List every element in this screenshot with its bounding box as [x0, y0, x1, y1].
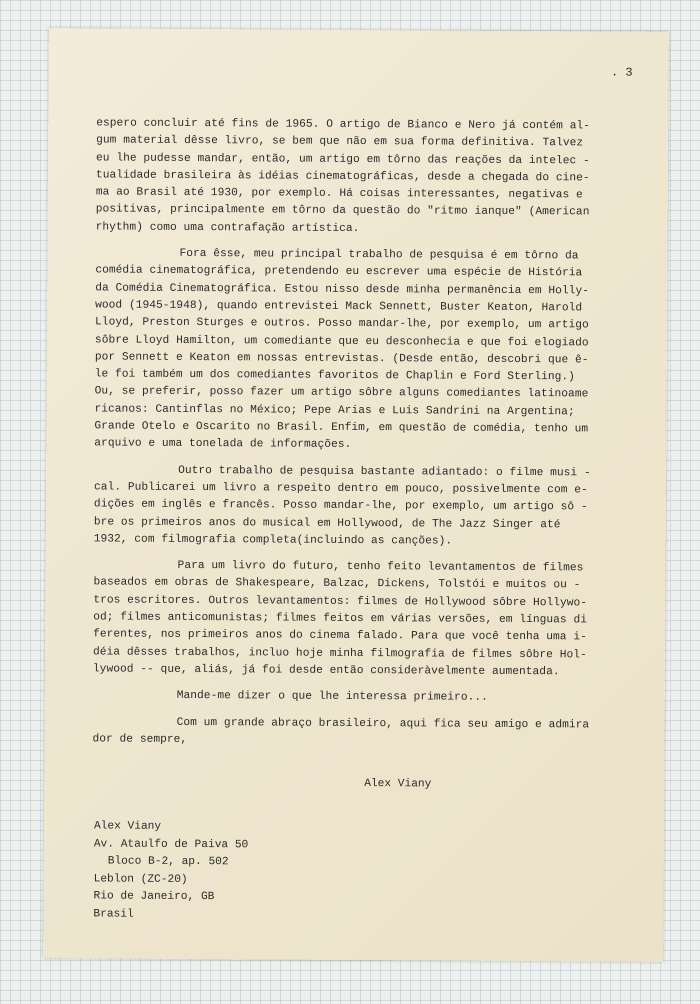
text-line: rhythm) como uma contrafação artística.	[95, 221, 360, 235]
address-line: Av. Ataulfo de Paiva 50	[93, 837, 249, 851]
address-line: Bloco B-2, ap. 502	[107, 855, 229, 869]
text-line: ricanos: Cantinflas no México; Pepe Arias e Luis Sandrini na Argentina;	[94, 403, 575, 419]
text-line: baseados em obras de Shakespeare, Balzac, Dickens, Tolstói e muitos ou -	[93, 576, 581, 592]
text-line: le foi também um dos comediantes favoritos de Chaplin e Ford Sterling.)	[94, 368, 575, 384]
text-line: por Sennett e Keaton em nossas entrevistas. (Desde então, descobri que ê-	[94, 351, 589, 367]
text-line: ferentes, nos primeiros anos do cinema falado. Para que você tenha uma i-	[93, 628, 587, 644]
text-line: Mande-me dizer o que lhe interessa primeiro...	[176, 690, 488, 705]
address-line: Leblon (ZC-20)	[93, 873, 188, 886]
text-line: Com um grande abraço brasileiro, aqui fica seu amigo e admira	[176, 716, 590, 731]
text-line: Outro trabalho de pesquisa bastante adiantado: o filme musi -	[178, 464, 591, 480]
address-line: Brasil	[93, 908, 134, 921]
text-line: wood (1945-1948), quando entrevistei Mack Sennett, Buster Keaton, Harold	[95, 299, 583, 315]
text-line: Ou, se preferir, posso fazer um artigo sôbre alguns comediantes latinoame	[94, 385, 589, 401]
text-line: tros escritores. Outros levantamentos: filmes de Hollywood sôbre Hollywo-	[93, 594, 588, 610]
text-line: eu lhe pudesse mandar, então, um artigo em tôrno das reações da intelec -	[96, 151, 590, 168]
text-line: arquivo e uma tonelada de informações.	[94, 437, 352, 452]
closing-paragraph	[92, 714, 652, 752]
sender-address	[93, 818, 248, 925]
paragraph-5	[93, 688, 653, 709]
text-line: od; filmes anticomunistas; filmes feitos em várias versões, em línguas di	[93, 611, 588, 627]
paragraph-1	[96, 115, 657, 239]
text-line: dições em inglês e francês. Posso mandar-lhe, por exemplo, um artigo sô -	[93, 498, 588, 514]
paragraph-3	[94, 462, 655, 552]
text-line: espero concluir até fins de 1965. O artigo de Bianco e Nero já contém al-	[96, 117, 591, 133]
text-line: Fora êsse, meu principal trabalho de pesquisa é em tôrno da	[179, 247, 579, 263]
text-line: dor de sempre,	[92, 733, 188, 746]
text-line: Grande Otelo e Oscarito no Brasil. Enfim, em questão de comédia, tenho um	[94, 420, 589, 436]
letter-body	[92, 115, 656, 752]
text-line: 1932, com filmografia completa(incluindo as canções).	[93, 533, 453, 548]
text-line: Lloyd, Preston Sturges e outros. Posso mandar-lhe, por exemplo, um artigo	[95, 316, 589, 332]
signature: Alex Viany	[364, 778, 432, 791]
text-line: lywood -- que, aliás, já foi desde então consideràvelmente aumentada.	[92, 663, 560, 679]
page-number: . 3	[610, 65, 633, 80]
letter-page	[43, 28, 669, 962]
text-line: tualidade brasileira às idéias cinematográficas, desde a chegada do cine-	[95, 169, 590, 185]
text-line: ma ao Brasil até 1930, por exemplo. Há coisas interessantes, negativas e	[95, 186, 583, 202]
text-line: bre os primeiros anos do musical em Hollywood, de The Jazz Singer até	[93, 515, 561, 531]
address-line: Rio de Janeiro, GB	[93, 890, 215, 904]
text-line: da Comédia Cinematográfica. Estou nisso desde minha permanência em Holly-	[95, 282, 590, 298]
text-line: Para um livro do futuro, tenho feito levantamentos de filmes	[177, 560, 584, 575]
address-line: Alex Viany	[93, 820, 162, 833]
paragraph-4	[93, 558, 654, 682]
paragraph-2	[94, 245, 655, 456]
text-line: positivas, principalmente em tôrno da questão do "ritmo ianque" (American	[95, 203, 590, 219]
text-line: cal. Publicarei um livro a respeito dentro em pouco, possìvelmente com e-	[94, 481, 588, 497]
text-line: comédia cinematográfica, pretendendo eu escrever uma espécie de História	[95, 264, 583, 280]
text-line: gum material dêsse livro, se bem que não em sua forma definitiva. Talvez	[96, 134, 584, 150]
text-line: sôbre Lloyd Hamilton, um comediante que eu desconhecia e que foi elogiado	[94, 333, 589, 349]
text-line: déia dêsses trabalhos, incluo hoje minha filmografia de filmes sôbre Hol-	[92, 646, 587, 662]
